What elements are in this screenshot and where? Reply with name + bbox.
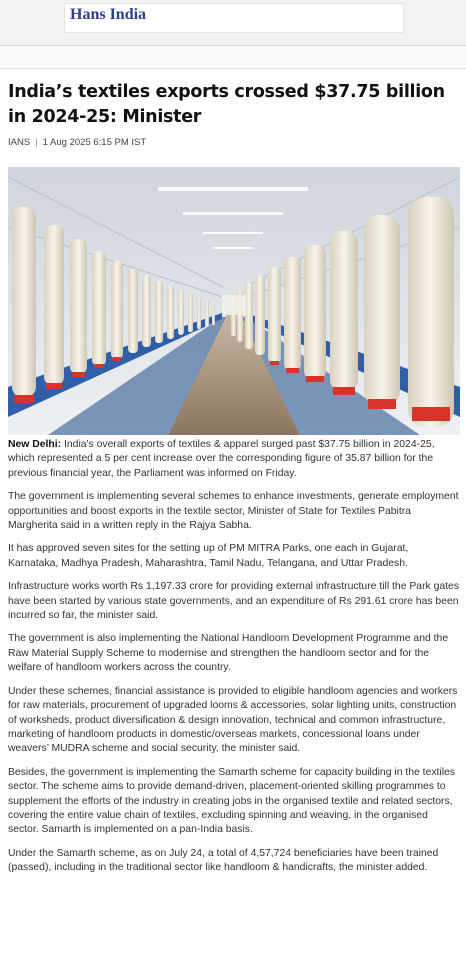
- paragraph-text: India's overall exports of textiles & apparel surged past $37.75 billion in 2024-25, which represented a 5 per cent increase over the corresponding figure of 35.87 billion for the previous financial year, the Parliament was informed on Friday.: [8, 439, 435, 479]
- article-paragraph: Under these schemes, financial assistance is provided to eligible handloom agencies and workers for raw materials, procurement of upgraded looms & accessories, solar lighting units, construction of worksheds, product diversification & design innovation, technical and common infrastructure, marketing of handloom products in domestic/overseas markets, concessional loans under weavers’ MUDRA scheme and social security, the minister said.: [8, 685, 458, 755]
- article-paragraph: The government is implementing several schemes to enhance investments, generate employment opportunities and boost exports in the textile sector, Minister of State for Textiles Pabitra Margherita said in a written reply in the Rajya Sabha.: [8, 491, 459, 532]
- article-headline: India’s textiles exports crossed $37.75 billion in 2024-25: Minister: [8, 82, 445, 127]
- divider: [0, 68, 466, 69]
- article-body: [8, 438, 460, 885]
- article-paragraph: Under the Samarth scheme, as on July 24, a total of 4,57,724 beneficiaries have been trained (passed), including in the traditional sector like handloom & handicrafts, the minister added.: [8, 847, 439, 874]
- byline-timestamp: 1 Aug 2025 6:15 PM IST: [42, 137, 147, 148]
- article-paragraph: [8, 438, 460, 481]
- dateline: New Delhi:: [8, 439, 62, 450]
- hero-image: [8, 167, 460, 435]
- logo-text-india: India: [109, 6, 147, 23]
- spinning-mill-image: [8, 167, 460, 435]
- top-bar: [0, 0, 466, 46]
- article-paragraph: The government is also implementing the National Handloom Development Programme and the Raw Material Supply Scheme to modernise and strengthen the handloom sector and for the welfare of handloom workers across the country.: [8, 633, 449, 674]
- logo-text-hans: Hans: [70, 6, 106, 23]
- logo-banner[interactable]: [64, 3, 404, 33]
- article-paragraph: Besides, the government is implementing the Samarth scheme for capacity building in the textiles sector. The scheme aims to provide demand-driven, placement-oriented skilling programmes to supplement the efforts of the industry in creating jobs in the organised textile and related sectors, covering the entire value chain of textiles, excluding spinning and weaving, in the organised sector. Samarth is implemented on a pan-India basis.: [8, 766, 456, 836]
- byline-source[interactable]: IANS: [8, 137, 31, 148]
- byline: [8, 137, 146, 148]
- article-paragraph: Infrastructure works worth Rs 1,197.33 crore for providing external infrastructure till the Park gates have been started by various state governments, and an expenditure of Rs 291.61 crore has been incurred so far, the minister said.: [8, 581, 460, 622]
- article-paragraph: It has approved seven sites for the setting up of PM MITRA Parks, one each in Gujarat, Karnataka, Madhya Pradesh, Maharashtra, Tamil Nadu, Telangana, and Uttar Pradesh.: [8, 543, 409, 569]
- header-spacer: [0, 46, 466, 66]
- byline-separator: |: [35, 137, 38, 148]
- site-logo[interactable]: [70, 6, 146, 24]
